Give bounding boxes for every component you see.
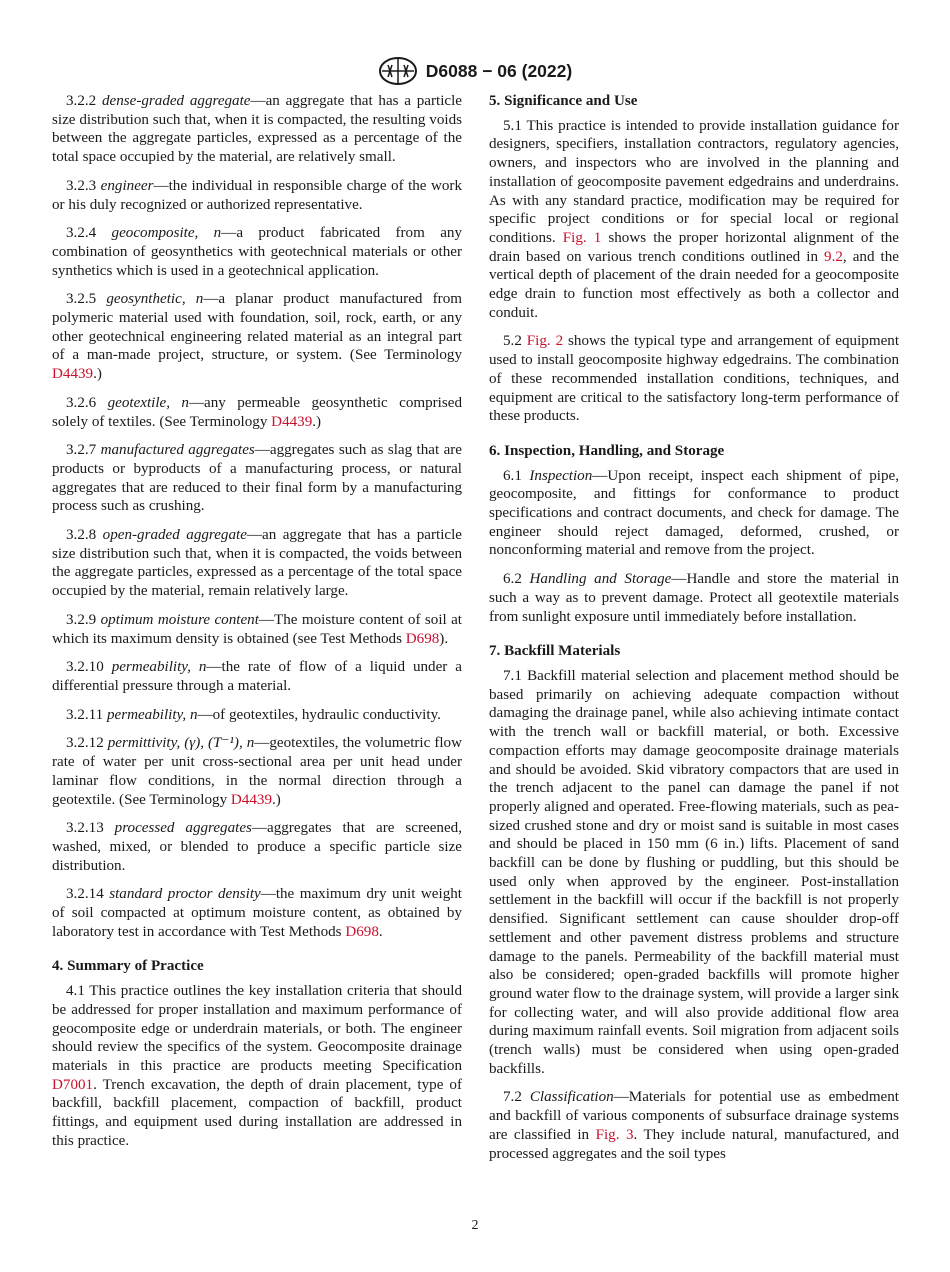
text-run: . They include natural, manufactured, and processed aggregates and the soil types	[489, 1126, 899, 1162]
text-run: .)	[272, 791, 281, 808]
defined-term: dense-graded aggregate	[101, 93, 251, 109]
paragraph	[52, 290, 462, 384]
paragraph	[489, 1088, 899, 1163]
text-run: .	[378, 923, 383, 940]
paragraph	[52, 177, 462, 214]
text-run: . Trench excavation, the depth of drain placement, type of backfill, backfill placement, compaction of backfill, product fittings, and equipment used during installation are addressed in this practice.	[52, 1076, 462, 1149]
paragraph	[489, 667, 899, 1078]
section-heading: 7. Backfill Materials	[489, 643, 621, 660]
reference-link[interactable]: 9.2	[824, 248, 843, 265]
reference-link[interactable]: D7001	[52, 1076, 94, 1093]
text-run: —geotextiles, the volumetric flow rate of water per unit cross-sectional area per unit head under laminar flow conditions, in the normal direction through a geotextile. (See Terminology	[52, 735, 462, 808]
defined-term: optimum moisture content	[100, 611, 259, 628]
section-heading: 5. Significance and Use	[489, 93, 638, 109]
reference-link[interactable]: Fig. 3	[595, 1126, 634, 1143]
text-run: 7.2	[503, 1089, 530, 1106]
defined-term: geocomposite, n	[111, 225, 222, 242]
text-run: 3.2.10	[66, 659, 112, 676]
text-run: 3.2.2	[66, 93, 102, 109]
text-run: , and the vertical depth of placement of the drain needed for a geocomposite edge drain to function most effectively as both a collector and conduit.	[489, 248, 899, 321]
paragraph	[489, 332, 899, 426]
defined-term: engineer	[100, 177, 154, 194]
reference-link[interactable]: D4439	[230, 791, 272, 808]
defined-term: open-graded aggregate	[102, 527, 247, 544]
text-run: shows the proper horizontal alignment of the drain based on various trench conditions outlined in	[489, 229, 900, 265]
text-run: ).	[439, 630, 449, 647]
text-run: 3.2.12	[66, 735, 108, 752]
paragraph	[52, 441, 462, 516]
paragraph	[52, 734, 462, 809]
paragraph	[52, 611, 462, 648]
paragraph	[489, 570, 899, 626]
text-run: 3.2.8	[66, 527, 103, 544]
defined-term: geosynthetic, n	[106, 291, 204, 308]
text-run: —any permeable geosynthetic comprised solely of textiles. (See Terminology	[52, 394, 462, 430]
paragraph	[52, 706, 462, 725]
reference-link[interactable]: D698	[405, 630, 440, 647]
text-run: .)	[312, 413, 322, 430]
text-run: 5.1 This practice is intended to provide installation guidance for designers, specifiers, installation contractors, regulatory agencies, owners, and inspectors who are involved in the planning and installation of geocomposite pavement edgedrains and underdrains. As with any standard practice, modification may be required for specific project conditions or for special local or regional conditions.	[489, 117, 899, 246]
text-run: 3.2.9	[66, 611, 101, 628]
text-run: —aggregates such as slag that are products or byproducts of a manufacturing process, or natural aggregates that are reduced to their final form by a manufacturing process such as crushing.	[52, 442, 463, 515]
defined-term: Handling and Storage	[529, 571, 672, 588]
paragraph	[52, 819, 462, 875]
reference-link[interactable]: D4439	[271, 413, 313, 430]
text-run: —Handle and store the material in such a way as to prevent damage. Protect all geotextile materials from sunlight exposure until immediately before installation.	[489, 571, 899, 625]
defined-term: Inspection	[529, 467, 593, 484]
reference-link[interactable]: Fig. 1	[562, 229, 602, 246]
text-run: —The moisture content of soil at which its maximum density is obtained (see Test Methods	[52, 611, 462, 647]
text-run: —an aggregate that has a particle size distribution such that, when it is compacted, the voids between the aggregate particles, expressed as a percentage of the total space occupied by the material, remain relatively large.	[52, 527, 462, 600]
text-run: 3.2.3	[66, 177, 101, 194]
reference-link[interactable]: D4439	[52, 366, 94, 383]
text-run: —the individual in responsible charge of the work or his duly recognized or authorized representative.	[52, 177, 463, 213]
paragraph	[52, 92, 462, 167]
defined-term: permeability, n	[111, 659, 207, 676]
text-run: shows the typical type and arrangement of equipment used to install geocomposite highway edgedrains. The combination of these recommended installation conditions, techniques, and equipment are critical to the satisfactory long-term performance of these products.	[489, 333, 900, 425]
text-run: —a product fabricated from any combination of geosynthetics with geotechnical materials or other synthetics which is used in a geotechnical application.	[52, 225, 462, 279]
defined-term: standard proctor density	[109, 886, 261, 903]
text-run: —a planar product manufactured from polymeric material used with foundation, soil, rock, earth, or any other geotechnical engineering related material as an integral part of a man-made project, structure, or system. (See Terminology	[52, 291, 462, 364]
text-run: —Upon receipt, inspect each shipment of pipe, geocomposite, and fittings for conformance to product specifications and contract documents, and check for damage. The engineer should reject damaged, deformed, crushed, or nonconforming material and remove from the project.	[489, 467, 900, 559]
text-run: —the rate of flow of a liquid under a differential pressure through a material.	[52, 659, 462, 694]
text-run: —aggregates that are screened, washed, mixed, or blended to produce a specific particle size distribution.	[52, 820, 462, 874]
defined-term: manufactured aggregates	[100, 442, 255, 459]
text-run: 3.2.6	[66, 394, 108, 411]
text-run: 3.2.13	[66, 820, 115, 837]
page-header	[0, 56, 950, 86]
text-run: .)	[93, 366, 102, 383]
text-run: 3.2.4	[66, 225, 112, 242]
reference-link[interactable]: Fig. 2	[526, 333, 564, 350]
text-run: 3.2.11	[66, 706, 107, 723]
defined-term: permittivity, (γ), (T⁻¹), n	[107, 735, 255, 752]
section-heading: 4. Summary of Practice	[52, 958, 204, 975]
astm-logo-icon	[378, 56, 418, 86]
text-run: 3.2.7	[66, 442, 101, 459]
paragraph	[52, 224, 462, 280]
paragraph	[52, 658, 462, 695]
paragraph	[52, 982, 462, 1150]
text-run: —of geotextiles, hydraulic conductivity.	[197, 706, 441, 723]
text-run: 7.1 Backfill material selection and placement method should be based primarily on achieving adequate compaction without damaging the drainage panel, while also achieving intimate contact with the trench wall or backfill material, or both. Excessive compaction efforts may damage geocomposite drainage materials and should be avoided. Skid vibratory compactors that are used in the trench adjacent to the panel can damage the panel if not properly aligned and operated. Free-flowing materials, such as pea-sized crushed stone and dry or moist sand is suitable in most cases and should be placed in 150 mm (6 in.) lifts. Placement of sand backfill can be done by flushing or puddling, but this should be used only when approved by the engineer. Post-installation settlement in the backfill will occur if the backfill is not properly densified. Significant settlement can cause shoulder drop-off settlement and other pavement distress problems and structure damage to the panels. Permeability of the backfill material must also be considered; open-graded backfills will promote higher ground water flow to the drainage system, will provide a larger sink for collecting water, and will also provide additional flow area during maximum rainfall events. Soil migration from adjacent soils (trench walls) must be considered when using open-graded backfills.	[489, 667, 899, 1077]
paragraph	[52, 885, 462, 941]
paragraph	[52, 526, 462, 601]
defined-term: processed aggregates	[114, 820, 252, 837]
paragraph	[52, 394, 462, 431]
reference-link[interactable]: D698	[345, 923, 379, 940]
section-heading: 6. Inspection, Handling, and Storage	[489, 442, 725, 459]
text-run: 5.2	[503, 333, 527, 350]
defined-term: geotextile, n	[107, 394, 189, 411]
text-run: —an aggregate that has a particle size distribution such that, when it is compacted, the resulting voids between the aggregate particles, expressed as a percentage of the total space occupied by the material, are relatively small.	[52, 93, 462, 166]
defined-term: Classification	[529, 1089, 614, 1106]
text-run: 6.2	[503, 571, 530, 588]
text-run: 3.2.14	[66, 886, 110, 903]
right-column	[489, 92, 899, 1173]
document-id: D6088 − 06 (2022)	[425, 60, 573, 81]
left-column	[52, 92, 462, 1160]
paragraph	[489, 117, 899, 323]
text-run: 4.1 This practice outlines the key installation criteria that should be addressed for proper installation and maximum performance of geocomposite edge or underdrain materials, or both. The engineer should review the specifics of the system. Geocomposite drainage materials in this practice are products meeting Specification	[52, 983, 462, 1074]
text-run: —Materials for potential use as embedment and backfill of various components of subsurface drainage systems are classified in	[489, 1089, 900, 1143]
defined-term: permeability, n	[106, 706, 198, 723]
text-run: 6.1	[503, 467, 530, 484]
page-number: 2	[471, 1218, 479, 1233]
paragraph	[489, 467, 899, 561]
text-run: 3.2.5	[66, 291, 107, 308]
text-run: —the maximum dry unit weight of soil compacted at optimum moisture content, as obtained by laboratory test in accordance with Test Methods	[52, 886, 462, 940]
